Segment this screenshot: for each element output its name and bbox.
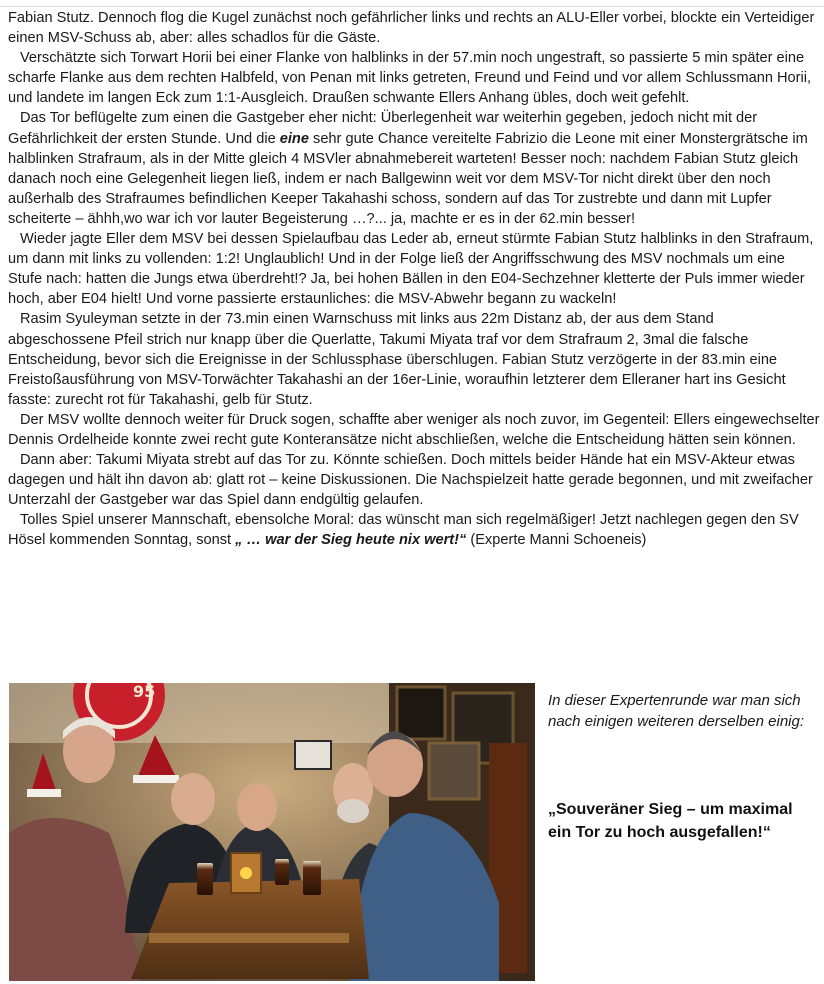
paragraph-equalizer: Verschätzte sich Torwart Horii bei einer Flanke von halblinks in der 57.min noch ungestraft, so passierte 5 min später eine scharfe Flanke aus dem rechten Halbfeld, von Penan mit links getreten, Freund und Feind und vor allem Schlussmann Horii, und landete im langen Eck zum 1:1-Ausgleich. Draußen schwante Ellers Anhang übles, doch weit gefehlt.: [8, 50, 812, 107]
paragraph-pressure: Der MSV wollte dennoch weiter für Druck sogen, schaffte aber weniger als noch zuvor, im Gegenteil: Ellers eingewechselter Dennis Ordelheide konnte zwei recht gute Konteransätze nicht abschließen, welche die Entscheidung hätten sein können.: [8, 411, 820, 448]
svg-text:95: 95: [133, 683, 156, 701]
photo-caption: In dieser Expertenrunde war man sich nach einigen weiteren derselben einig:: [548, 692, 805, 730]
paragraph-red-card-one: Rasim Syuleyman setzte in der 73.min einen Warnschuss mit links aus 22m Distanz ab, der aus dem Stand abgeschossene Pfeil strich nur knapp über die Querlatte, Takumi Miyata traf vor dem Strafraum 2, 3mal die falsche Entscheidung, bevor sich die Ereignisse in der Schlussphase überschlugen. Fabian Stutz verzögerte in der 83.min eine Freistoßausführung von MSV-Torwächter Takahashi an der 16er-Linie, woraufhin letzterer dem Elleraner hart ins Gesicht fasste: zurecht rot für Takahashi, gelb für Stutz.: [8, 311, 786, 408]
emphasis-eine: eine: [279, 130, 309, 147]
expert-quote: „ … war der Sieg heute nix wert!“: [235, 532, 467, 549]
paragraph-chances: Das Tor beflügelte zum einen die Gastgeber eher nicht: Überlegenheit war weiterhin gegeben, jedoch nicht mit der Gefährlichkeit der ersten Stunde. Und die eine sehr gute Chance vereitelte Fabrizio die Leone mit einer Monstergrätsche im halblinken Strafraum, als in der Mitte gleich 4 MSVler abnahmebereit warteten! Besser noch: nachdem Fabian Stutz gleich danach noch eine Gelegenheit liegen ließ, indem er nach Ballgewinn weit vor dem MSV-Tor nicht direkt über den noch außerhalb des Strafraumes befindlichen Keeper Takahashi schoss, sondern auf das Tor zustrebte und dann mit Lupfer scheiterte – ähhh,wo war ich vor lauter Begeisterung …?... ja, machte er es in der 62.min besser!: [8, 110, 808, 227]
paragraph-conclusion: Tolles Spiel unserer Mannschaft, ebensolche Moral: das wünscht man sich regelmäßiger! Jetzt nachlegen gegen den SV Hösel kommenden Sonntag, sonst „ … war der Sieg heute nix wert!“ (Experte Manni Schoeneis): [8, 512, 799, 549]
match-report-article: [8, 8, 820, 551]
top-divider: [0, 6, 824, 7]
group-photo: [9, 683, 535, 981]
paragraph-red-card-two: Dann aber: Takumi Miyata strebt auf das Tor zu. Könnte schießen. Doch mittels beider Hände hat ein MSV-Akteur etwas dagegen und hält ihn davon ab: glatt rot – keine Diskussionen. Die Nachspielzeit hatte gerade begonnen, und mit zweifacher Unterzahl der Gastgeber war das Spiel dann endgültig gelaufen.: [8, 452, 813, 509]
expert-verdict-quote: „Souveräner Sieg – um maximal ein Tor zu hoch ausgefallen!“: [548, 801, 793, 841]
paragraph-intro: Fabian Stutz. Dennoch flog die Kugel zunächst noch gefährlicher links und rechts an ALU-Eller vorbei, blockte ein Verteidiger einen MSV-Schuss ab, aber: alles schadlos für die Gäste.: [8, 10, 815, 47]
paragraph-lead-goal: Wieder jagte Eller dem MSV bei dessen Spielaufbau das Leder ab, erneut stürmte Fabian Stutz halblinks in den Strafraum, um dann mit links zu vollenden: 1:2! Unglaublich! Und in der Folge ließ der Angriffsschwung des MSV nochmals um eine Stufe nach: hatten die Jungs etwa überdreht!? Ja, bei hohen Bällen in den E04-Sechzehner kletterte der Puls immer wieder hoch, aber E04 hielt! Und vorne passierte erstaunliches: die MSV-Abwehr begann zu wackeln!: [8, 231, 814, 308]
